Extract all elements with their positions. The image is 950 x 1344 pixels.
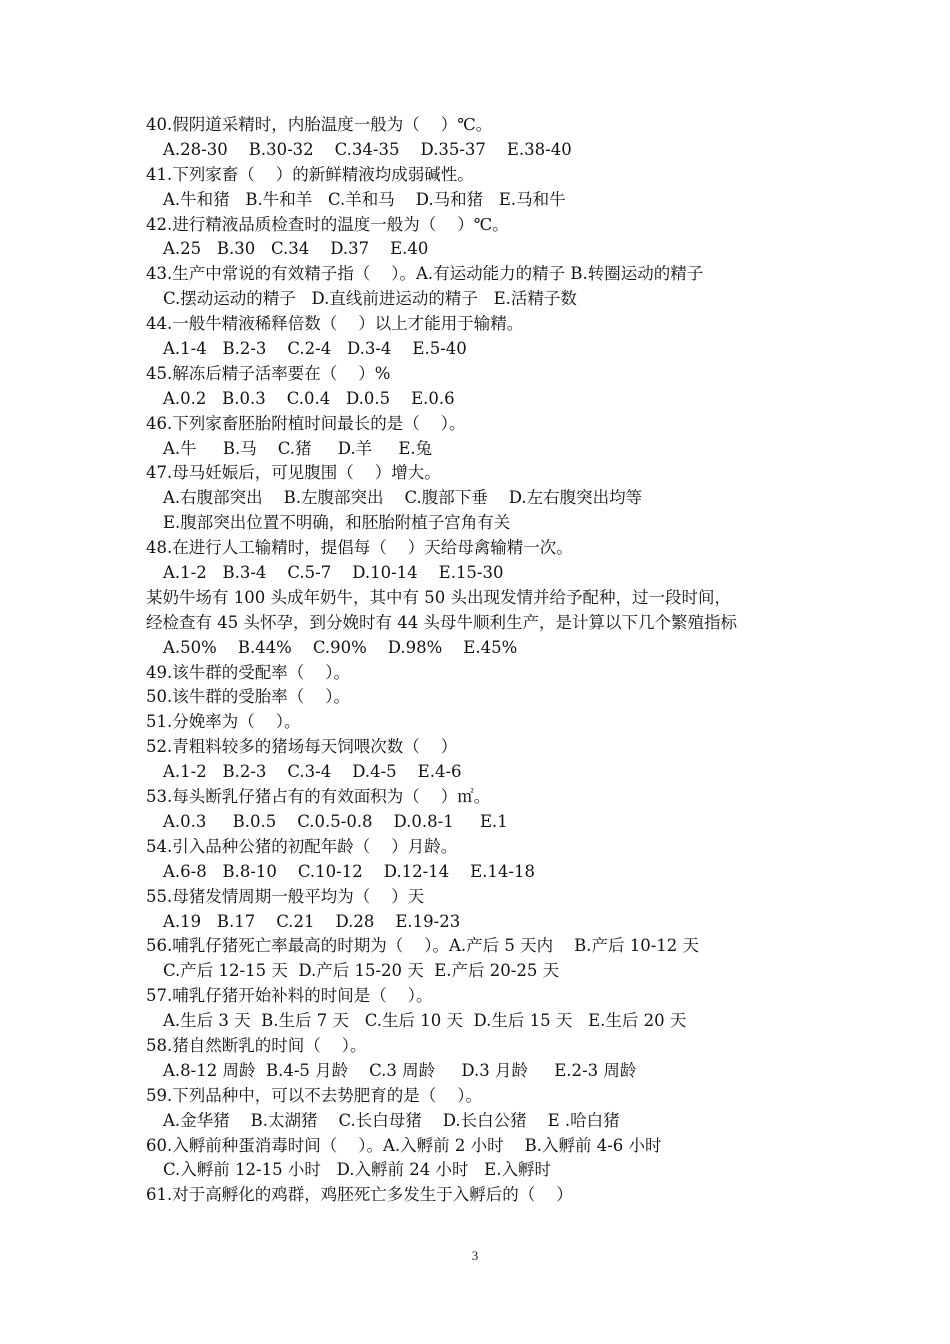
question-line: 某奶牛场有 100 头成年奶牛，其中有 50 头出现发情并给予配种，过一段时间， (146, 587, 731, 607)
question-line: 58.猪自然断乳的时间（ ）。 (146, 1035, 367, 1055)
answer-options-line: A.右腹部突出 B.左腹部突出 C.腹部下垂 D.左右腹突出均等 (163, 488, 643, 508)
question-line: 53.每头断乳仔猪占有的有效面积为（ ）㎡。 (146, 787, 491, 807)
answer-options-line: A.牛和猪 B.牛和羊 C.羊和马 D.马和猪 E.马和牛 (163, 189, 566, 209)
answer-options-line: A.1-4 B.2-3 C.2-4 D.3-4 E.5-40 (163, 339, 467, 359)
question-line: 43.生产中常说的有效精子指（ ）。A.有运动能力的精子 B.转圈运动的精子 (146, 264, 704, 284)
question-line: 45.解冻后精子活率要在（ ）% (146, 363, 391, 383)
question-line: 51.分娩率为（ ）。 (146, 712, 301, 732)
question-line: 41.下列家畜（ ）的新鲜精液均成弱碱性。 (146, 164, 474, 184)
answer-options-line: A.金华猪 B.太湖猪 C.长白母猪 D.长白公猪 E .哈白猪 (163, 1110, 620, 1130)
answer-options-line: A.牛 B.马 C.猪 D.羊 E.兔 (163, 438, 433, 458)
page-number: 3 (471, 1248, 479, 1263)
answer-options-line: A.0.2 B.0.3 C.0.4 D.0.5 E.0.6 (163, 388, 455, 408)
answer-options-line: A.1-2 B.2-3 C.3-4 D.4-5 E.4-6 (163, 762, 462, 782)
question-line: 52.青粗料较多的猪场每天饲喂次数（ ） (146, 737, 458, 757)
question-line: 61.对于高孵化的鸡群，鸡胚死亡多发生于入孵后的（ ） (146, 1185, 573, 1205)
question-line: 44.一般牛精液稀释倍数（ ）以上才能用于输精。 (146, 314, 524, 334)
answer-options-line: A.0.3 B.0.5 C.0.5-0.8 D.0.8-1 E.1 (163, 811, 508, 831)
question-line: 47.母马妊娠后，可见腹围（ ）增大。 (146, 463, 441, 483)
answer-options-line: A.19 B.17 C.21 D.28 E.19-23 (163, 911, 461, 931)
answer-options-line: C.入孵前 12-15 小时 D.入孵前 24 小时 E.入孵时 (163, 1160, 551, 1180)
answer-options-line: A.8-12 周龄 B.4-5 月龄 C.3 周龄 D.3 月龄 E.2-3 周龄 (163, 1060, 637, 1080)
answer-options-line: A.6-8 B.8-10 C.10-12 D.12-14 E.14-18 (163, 861, 535, 881)
question-line: 57.哺乳仔猪开始补料的时间是（ ）。 (146, 986, 433, 1006)
question-line: 59.下列品种中，可以不去势肥育的是（ ）。 (146, 1085, 482, 1105)
answer-options-line: A.50% B.44% C.90% D.98% E.45% (163, 637, 518, 657)
question-line: 50.该牛群的受胎率（ ）。 (146, 687, 350, 707)
question-line: 55.母猪发情周期一般平均为（ ）天 (146, 886, 425, 906)
question-line: 40.假阴道采精时，内胎温度一般为（ ）℃。 (146, 115, 493, 134)
question-list (146, 113, 826, 1208)
answer-options-line: A.生后 3 天 B.生后 7 天 C.生后 10 天 D.生后 15 天 E.生后 20 天 (163, 1011, 687, 1031)
question-line: 49.该牛群的受配率（ ）。 (146, 662, 350, 682)
answer-options-line: A.28-30 B.30-32 C.34-35 D.35-37 E.38-40 (163, 139, 572, 159)
question-line: 46.下列家畜胚胎附植时间最长的是（ ）。 (146, 413, 466, 433)
answer-options-line: C.摆动运动的精子 D.直线前进运动的精子 E.活精子数 (163, 289, 577, 309)
answer-options-line: A.1-2 B.3-4 C.5-7 D.10-14 E.15-30 (163, 563, 504, 583)
question-line: 42.进行精液品质检查时的温度一般为（ ）℃。 (146, 214, 509, 234)
question-line: 经检查有 45 头怀孕，到分娩时有 44 头母牛顺利生产，是计算以下几个繁殖指标 (146, 612, 737, 632)
answer-options-line: A.25 B.30 C.34 D.37 E.40 (163, 239, 429, 259)
question-line: 54.引入品种公猪的初配年龄（ ）月龄。 (146, 836, 458, 856)
answer-options-line: E.腹部突出位置不明确，和胚胎附植子宫角有关 (163, 513, 511, 533)
question-line: 48.在进行人工输精时，提倡每（ ）天给母禽输精一次。 (146, 538, 573, 558)
question-line: 56.哺乳仔猪死亡率最高的时期为（ ）。A.产后 5 天内 B.产后 10-12 天 (146, 936, 700, 956)
question-line: 60.入孵前种蛋消毒时间（ ）。A.入孵前 2 小时 B.入孵前 4-6 小时 (146, 1135, 662, 1155)
answer-options-line: C.产后 12-15 天 D.产后 15-20 天 E.产后 20-25 天 (163, 961, 560, 981)
